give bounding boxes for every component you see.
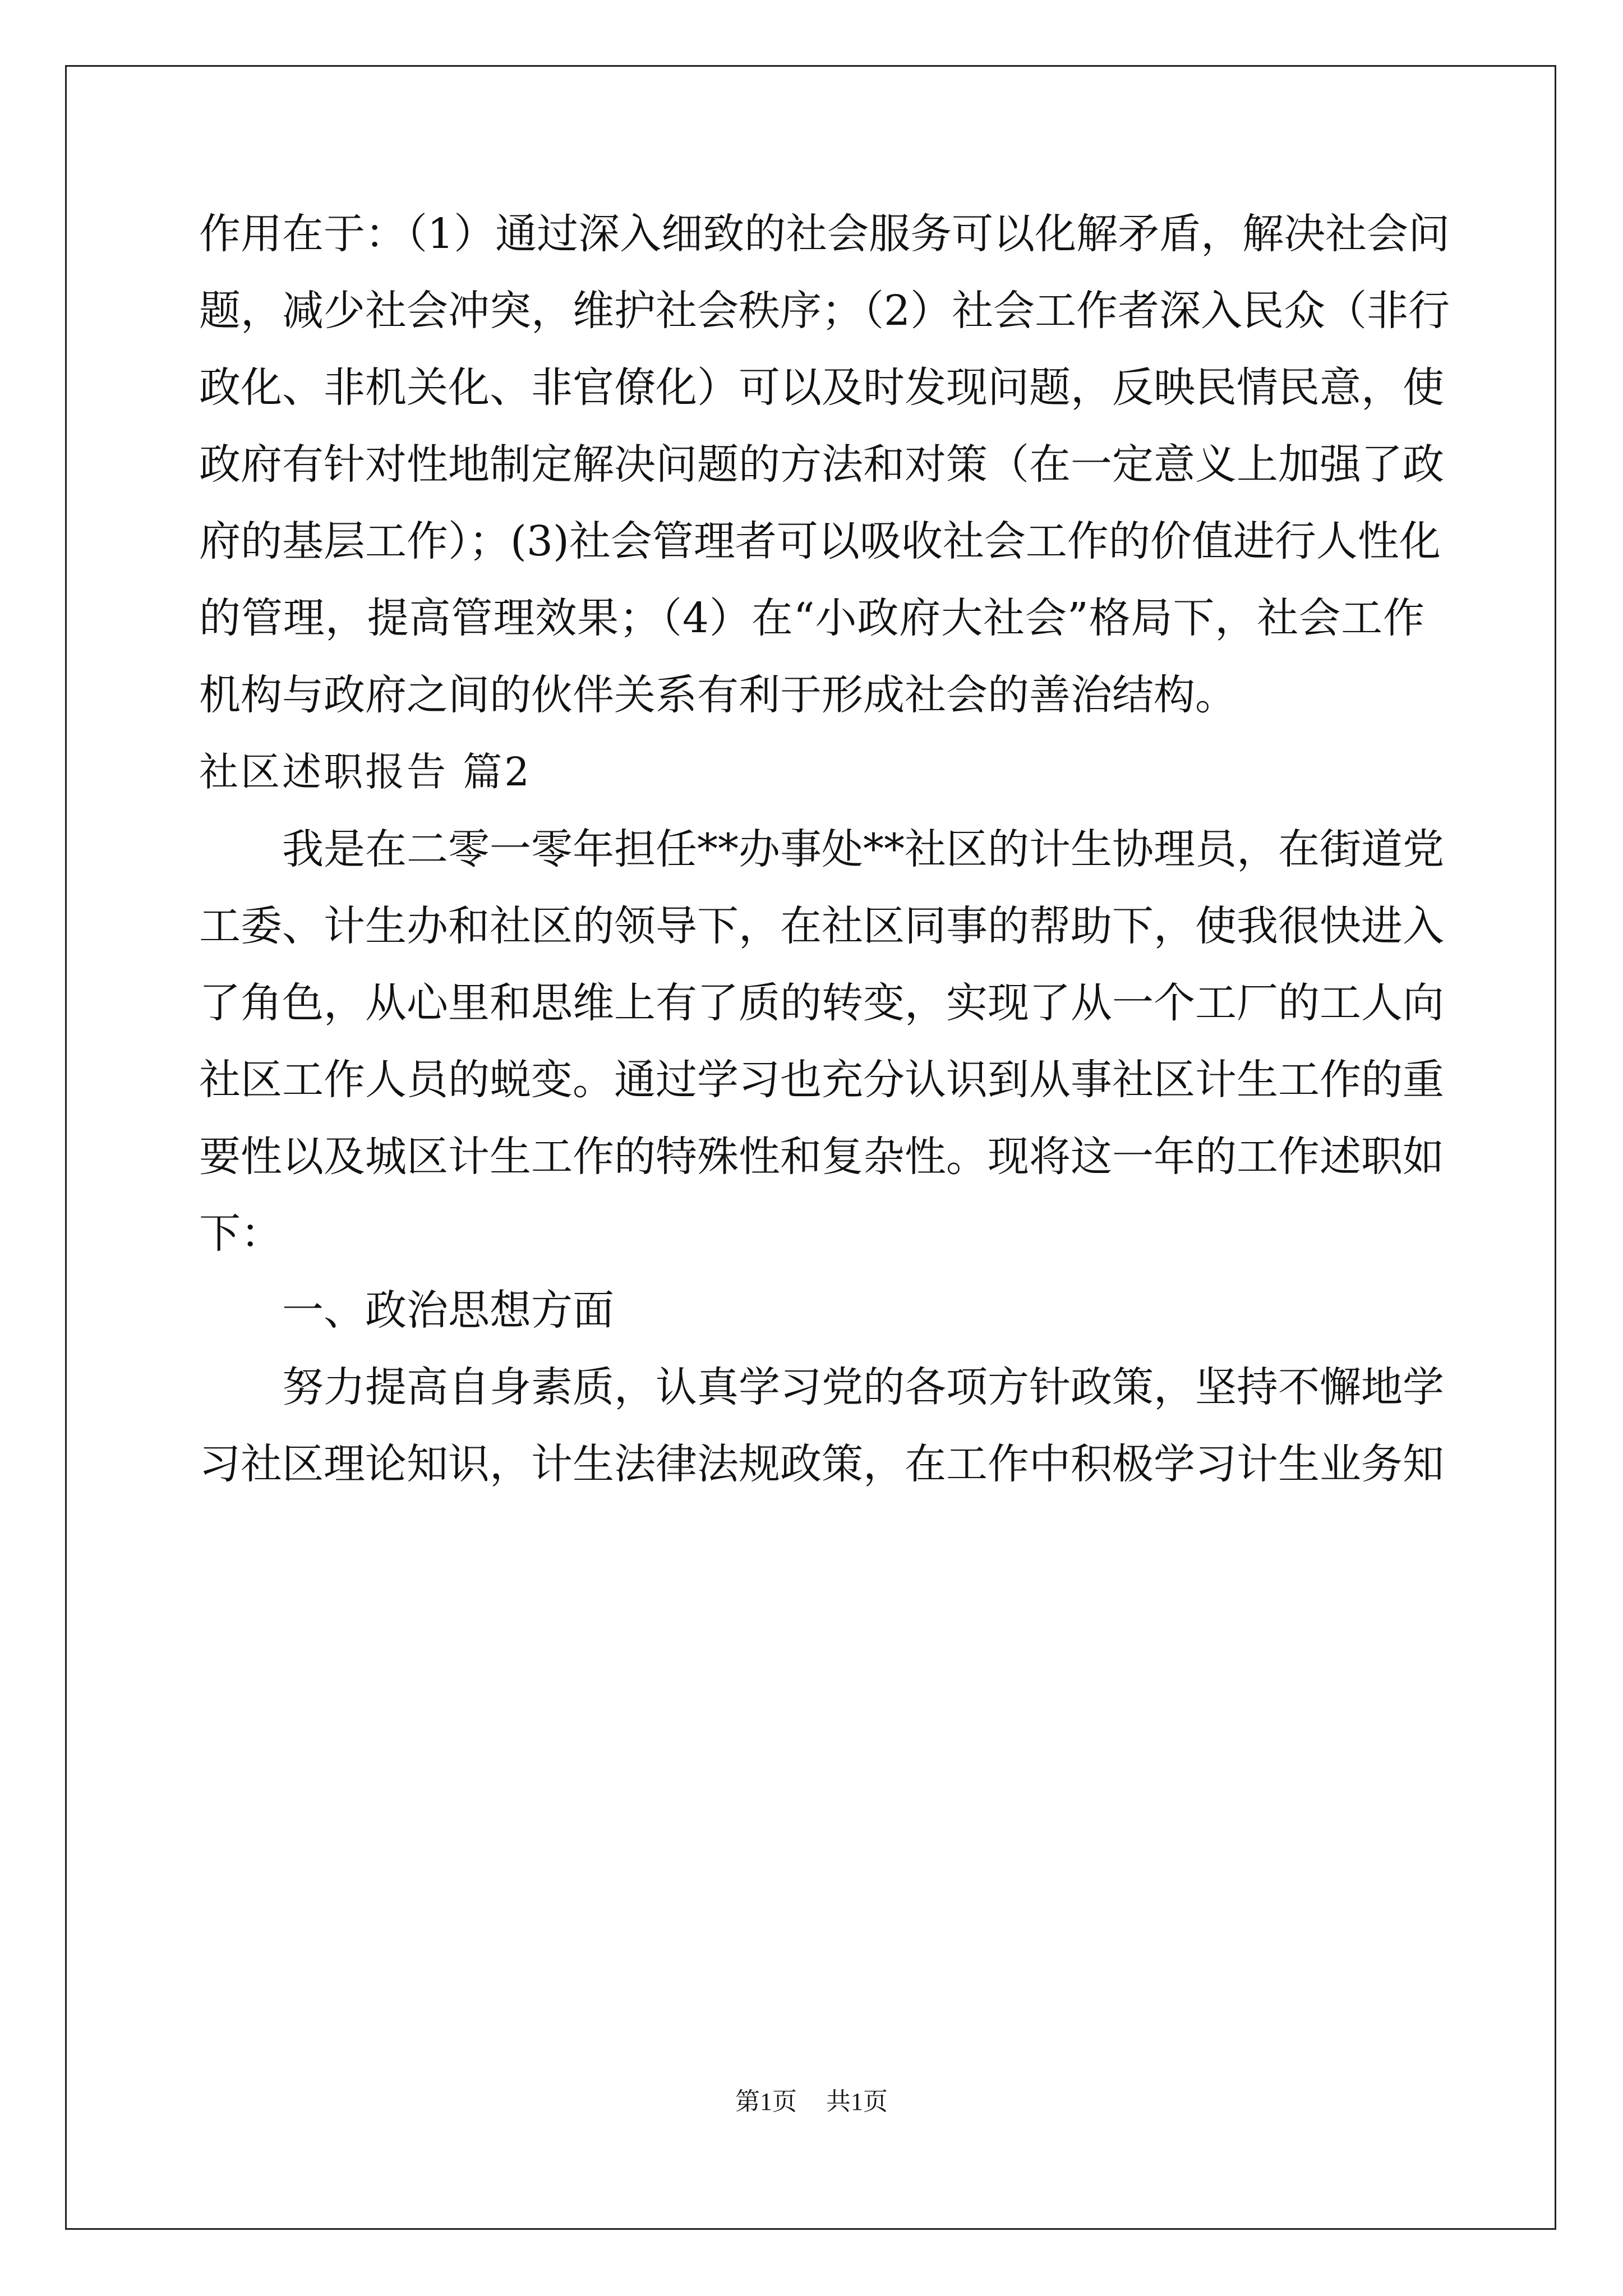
paragraph-line-4: 政府有针对性地制定解决问题的方法和对策（在一定意义上加强了政 [199,440,1444,489]
paragraph-line-5: 府的基层工作）；(3)社会管理者可以吸收社会工作的价值进行人性化 [199,517,1441,565]
paragraph-line-10: 了角色，从心里和思维上有了质的转变，实现了从一个工厂的工人向 [199,979,1444,1027]
paragraph-line-7: 机构与政府之间的伙伴关系有利于形成社会的善治结构。 [199,671,1237,719]
page-footer [0,2090,1623,2114]
paragraph-line-6: 的管理，提高管理效果；（4）在“小政府大社会”格局下，社会工作 [199,594,1424,642]
paragraph-line-14: 努力提高自身素质，认真学习党的各项方针政策，坚持不懈地学 [282,1363,1444,1411]
paragraph-line-1: 作用在于：（1）通过深入细致的社会服务可以化解矛盾，解决社会问 [199,210,1450,258]
paragraph-line-2: 题，减少社会冲突，维护社会秩序；（2）社会工作者深入民众（非行 [199,287,1450,335]
section-heading: 社区述职报告 篇2 [199,749,532,795]
paragraph-line-3: 政化、非机关化、非官僚化）可以及时发现问题，反映民情民意，使 [199,364,1444,412]
paragraph-line-13: 下： [199,1209,282,1258]
paragraph-line-15: 习社区理论知识，计生法律法规政策，在工作中积极学习计生业务知 [199,1440,1444,1488]
page-number: 第1页 [735,2088,797,2115]
subsection-heading: 一、政治思想方面 [282,1286,614,1335]
paragraph-line-8: 我是在二零一零年担任**办事处**社区的计生协理员，在街道党 [282,825,1444,873]
paragraph-line-11: 社区工作人员的蜕变。通过学习也充分认识到从事社区计生工作的重 [199,1056,1444,1104]
paragraph-line-9: 工委、计生办和社区的领导下，在社区同事的帮助下，使我很快进入 [199,902,1444,950]
paragraph-line-12: 要性以及城区计生工作的特殊性和复杂性。现将这一年的工作述职如 [199,1133,1444,1181]
page-total: 共1页 [826,2088,888,2115]
